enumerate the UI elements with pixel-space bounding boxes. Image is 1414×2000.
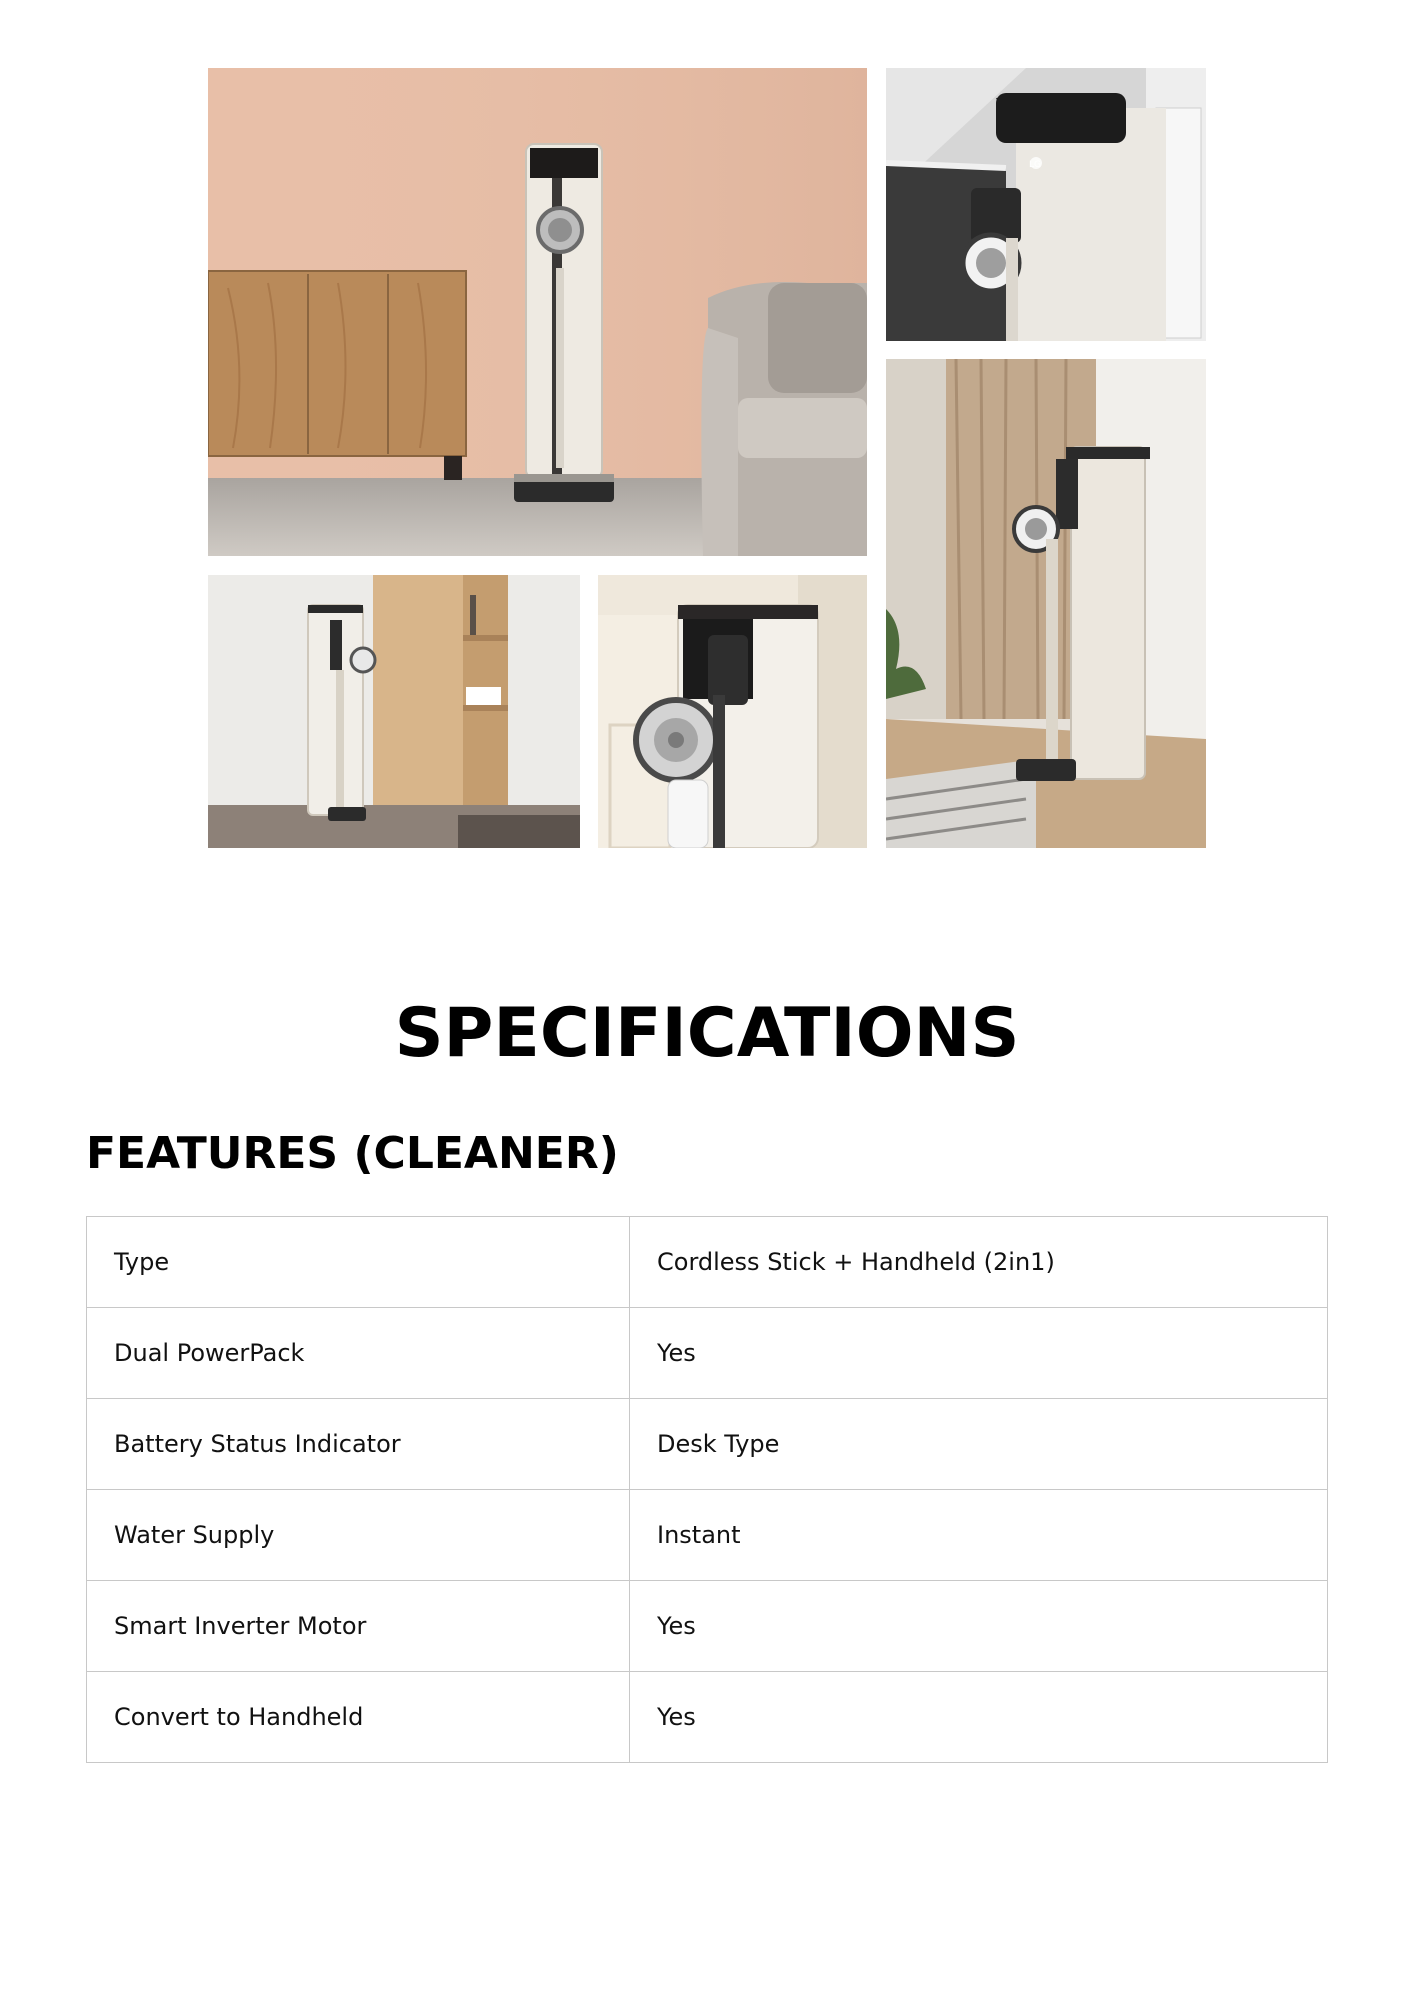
- living-room-station-photo: [208, 68, 867, 556]
- shelf-station-photo: [208, 575, 580, 848]
- features-table: [86, 1216, 1328, 1763]
- table-row: [87, 1399, 1328, 1490]
- table-row: [87, 1217, 1328, 1308]
- table-row: [87, 1672, 1328, 1763]
- handheld-docked-closeup-photo: [598, 575, 867, 848]
- table-row: [87, 1308, 1328, 1399]
- spec-value: Yes: [630, 1308, 1328, 1399]
- spec-label: Battery Status Indicator: [87, 1399, 630, 1490]
- spec-value: Cordless Stick + Handheld (2in1): [630, 1217, 1328, 1308]
- section-title: FEATURES (CLEANER): [86, 1128, 619, 1179]
- spec-value: Instant: [630, 1490, 1328, 1581]
- spec-label: Water Supply: [87, 1490, 630, 1581]
- table-row: [87, 1490, 1328, 1581]
- spec-label: Type: [87, 1217, 630, 1308]
- hallway-station-photo: [886, 359, 1206, 848]
- table-row: [87, 1581, 1328, 1672]
- station-top-closeup-photo: [886, 68, 1206, 341]
- spec-value: Yes: [630, 1672, 1328, 1763]
- svg-text:LG: LG: [1029, 160, 1041, 170]
- spec-label: Convert to Handheld: [87, 1672, 630, 1763]
- spec-label: Smart Inverter Motor: [87, 1581, 630, 1672]
- spec-value: Yes: [630, 1581, 1328, 1672]
- spec-value: Desk Type: [630, 1399, 1328, 1490]
- spec-label: Dual PowerPack: [87, 1308, 630, 1399]
- page-title: SPECIFICATIONS: [394, 994, 1020, 1073]
